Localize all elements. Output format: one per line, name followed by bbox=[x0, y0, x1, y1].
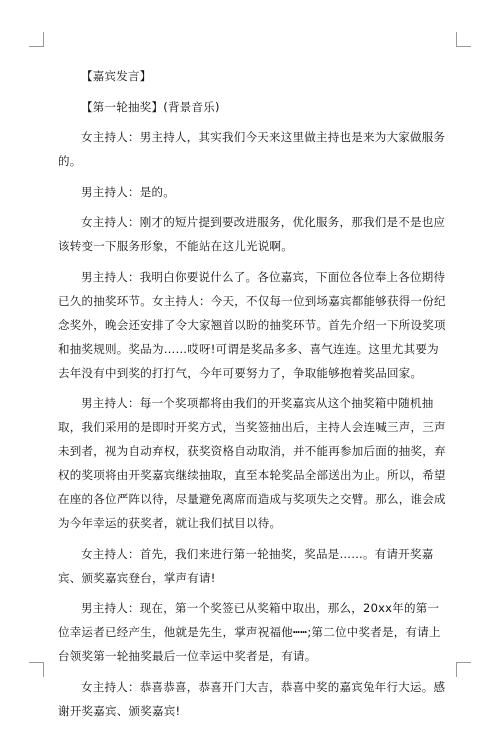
section-heading: 【嘉宾发言】 bbox=[81, 69, 152, 83]
paragraph-7: 男主持人：现在，第一个奖签已从奖箱中取出，那么，20xx年的第一位幸运者已经产生，他就是先生，掌声祝福他┅┅;第二位中奖者是，有请上台领奖第一轮抽奖最后一位幸运中奖者是，有请。 bbox=[58, 601, 441, 663]
paragraph-8: 女主持人：恭喜恭喜，恭喜开门大吉，恭喜中奖的嘉宾兔年行大运。感谢开奖嘉宾、颁奖嘉宾! bbox=[58, 679, 446, 718]
crop-mark-bottom-right bbox=[456, 662, 471, 677]
paragraph-4: 男主持人：我明白你要说什么了。各位嘉宾，下面位各位奉上各位期待已久的抽奖环节。女主持人：今天，不仅每一位到场嘉宾都能够获得一份纪念奖外，晚会还安排了令大家翘首以盼的抽奖环节。首先介绍一下所设奖项和抽奖规则。奖品为……哎呀!可谓是奖品多多、喜气连连。这里尤其要为去年没有中到奖的打打气，今年可要努力了，争取能够抱着奖品回家。 bbox=[58, 269, 446, 380]
paragraph-5: 男主持人：每一个奖项都将由我们的开奖嘉宾从这个抽奖箱中随机抽取，我们采用的是即时开奖方式，当奖签抽出后，主持人会连喊三声，三声未到者，视为自动弃权，获奖资格自动取消，并不能再参加后面的抽奖，弃权的奖项将由开奖嘉宾继续抽取，直至本轮奖品全部送出为止。所以，希望在座的各位严阵以待，尽量避免离席而造成与奖项失之交臂。那么，谁会成为今年幸运的获奖者，就让我们拭目以待。 bbox=[58, 396, 446, 530]
crop-mark-bottom-left bbox=[29, 662, 44, 677]
crop-mark-top-right bbox=[456, 32, 471, 47]
paragraph-1: 女主持人：男主持人，其实我们今天来这里做主持也是来为大家做服务的。 bbox=[58, 130, 446, 168]
paragraph-3: 女主持人：刚才的短片提到要改进服务，优化服务，那我们是不是也应该转变一下服务形象，不能站在这儿光说啊。 bbox=[58, 215, 446, 253]
paragraph-6: 女主持人：首先，我们来进行第一轮抽奖，奖品是……。有请开奖嘉宾、颁奖嘉宾登台，掌声有请! bbox=[58, 546, 434, 585]
crop-mark-top-left bbox=[29, 32, 44, 47]
document-body bbox=[58, 64, 450, 729]
paragraph-2: 男主持人：是的。 bbox=[81, 184, 175, 199]
section-subheading: 【第一轮抽奖】(背景音乐) bbox=[81, 99, 220, 114]
